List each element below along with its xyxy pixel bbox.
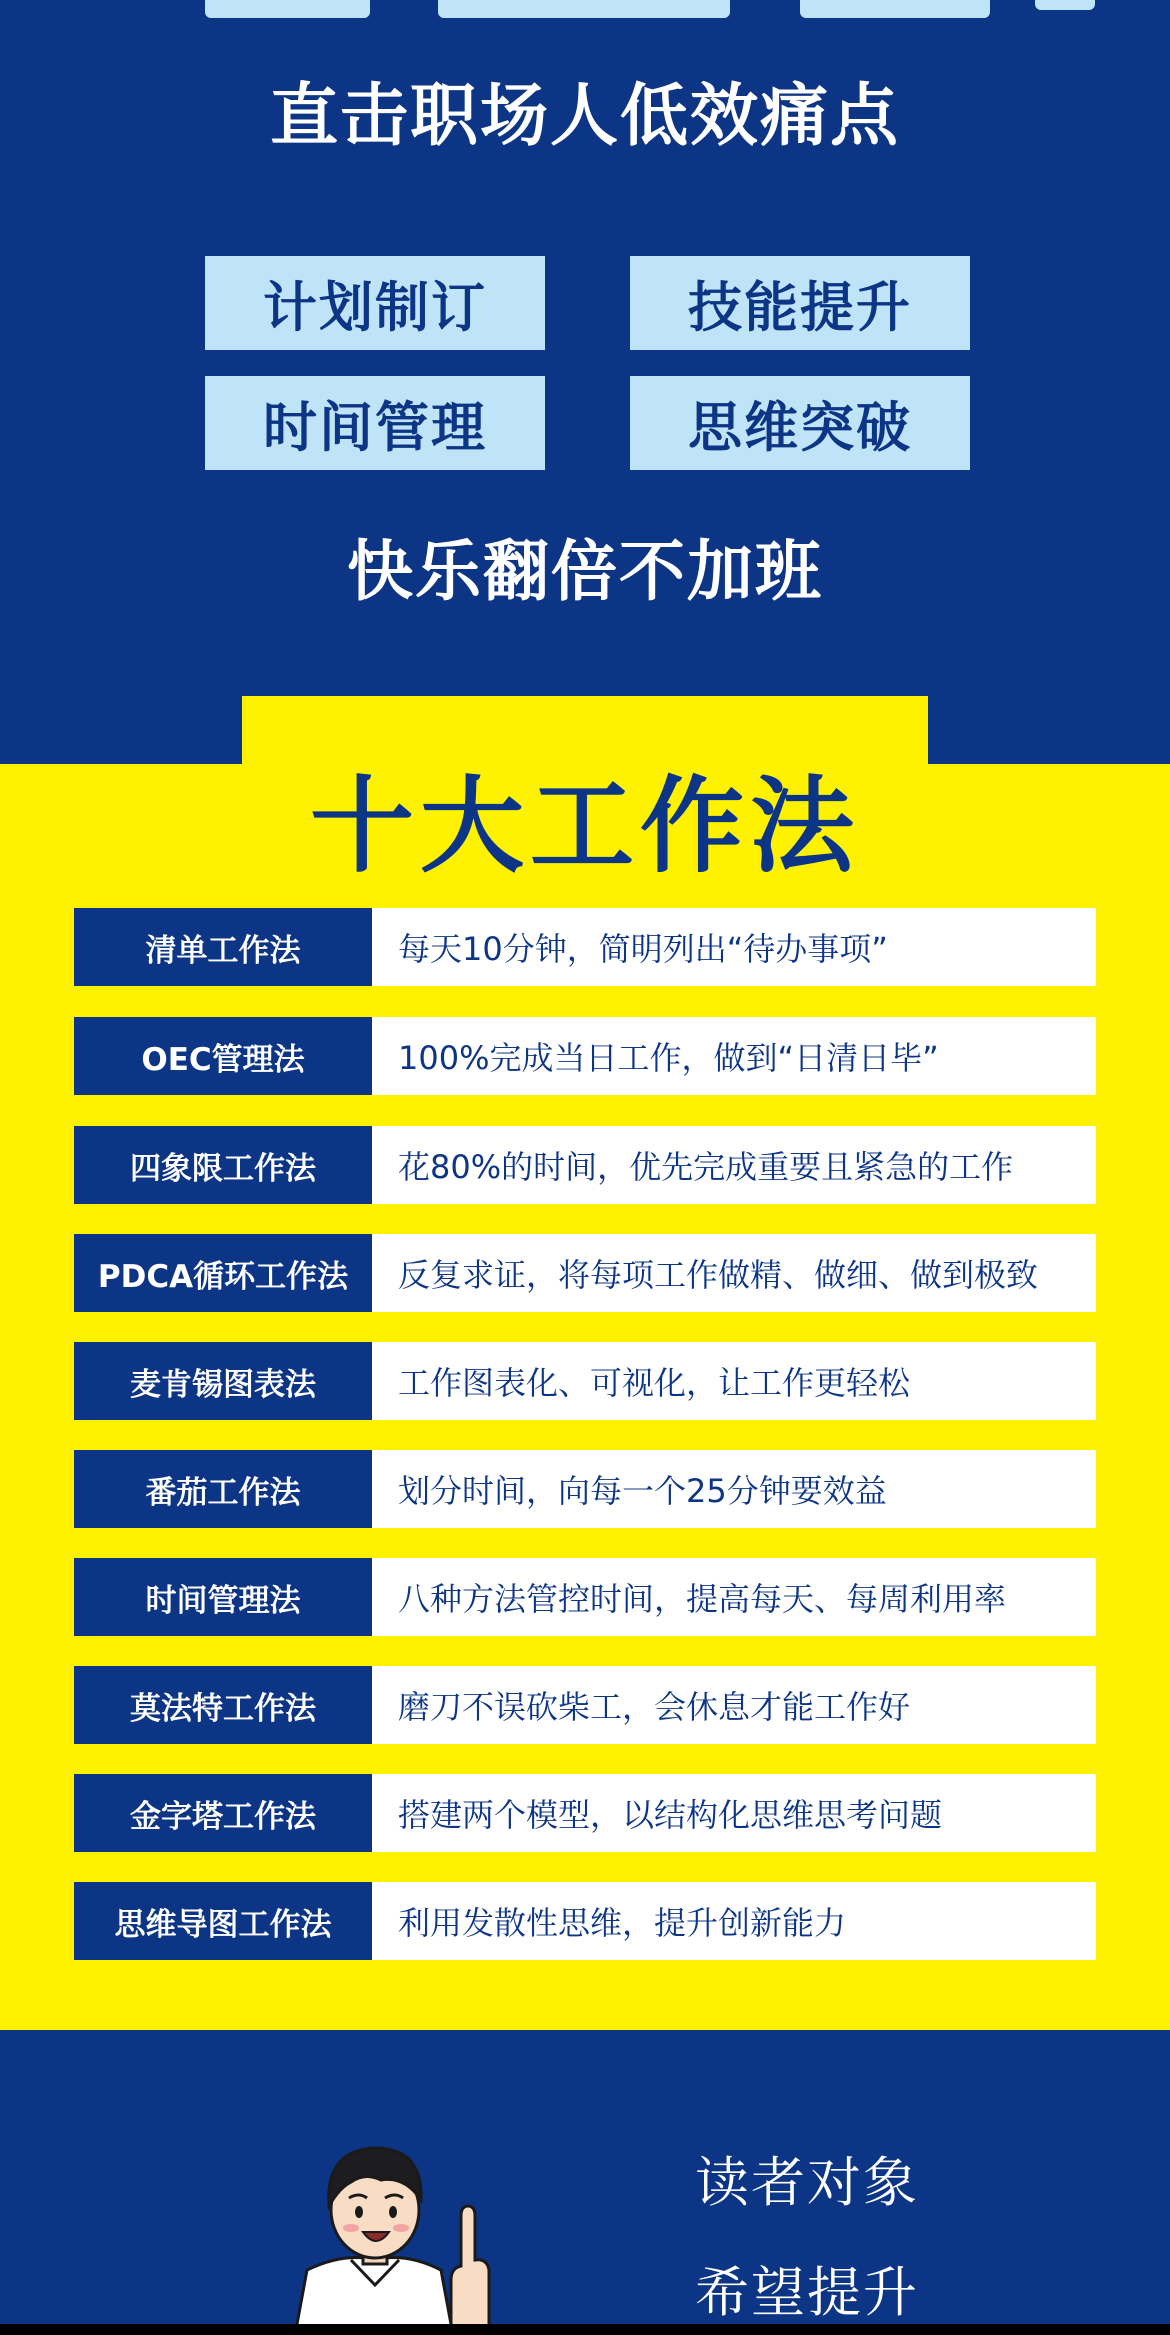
method-row xyxy=(74,1126,1096,1204)
method-row xyxy=(74,1774,1096,1852)
reader-audience-label: 读者对象 xyxy=(695,2151,919,2214)
method-row xyxy=(74,1017,1096,1095)
method-desc: 划分时间，向每一个25分钟要效益 xyxy=(372,1450,1096,1528)
method-desc: 反复求证，将每项工作做精、做细、做到极致 xyxy=(372,1234,1096,1312)
slogan: 快乐翻倍不加班 xyxy=(347,533,823,610)
method-name: 番茄工作法 xyxy=(74,1450,372,1528)
method-row xyxy=(74,1666,1096,1744)
method-name: 思维导图工作法 xyxy=(74,1882,372,1960)
method-desc: 磨刀不误砍柴工，会休息才能工作好 xyxy=(372,1666,1096,1744)
method-name: 麦肯锡图表法 xyxy=(74,1342,372,1420)
method-name: 莫法特工作法 xyxy=(74,1666,372,1744)
method-name: PDCA循环工作法 xyxy=(74,1234,372,1312)
pain-point-planning: 计划制订 xyxy=(205,256,545,350)
method-desc: 工作图表化、可视化，让工作更轻松 xyxy=(372,1342,1096,1420)
section-title: 十大工作法 xyxy=(309,765,860,887)
method-desc: 搭建两个模型，以结构化思维思考问题 xyxy=(372,1774,1096,1852)
page-title: 直击职场人低效痛点 xyxy=(269,77,900,156)
method-name: 清单工作法 xyxy=(74,908,372,986)
method-name: 时间管理法 xyxy=(74,1558,372,1636)
pain-point-skills: 技能提升 xyxy=(630,256,970,350)
method-row xyxy=(74,1450,1096,1528)
method-desc: 利用发散性思维，提升创新能力 xyxy=(372,1882,1096,1960)
top-tab-2 xyxy=(438,0,730,18)
method-row xyxy=(74,1558,1096,1636)
method-desc: 每天10分钟，简明列出“待办事项” xyxy=(372,908,1096,986)
method-desc: 八种方法管控时间，提高每天、每周利用率 xyxy=(372,1558,1096,1636)
method-row xyxy=(74,908,1096,986)
cartoon-person-illustration xyxy=(255,2120,495,2335)
reader-improvement-label: 希望提升 xyxy=(695,2261,919,2324)
bottom-bar xyxy=(0,2324,1170,2335)
top-tab-1 xyxy=(205,0,370,18)
method-desc: 花80%的时间，优先完成重要且紧急的工作 xyxy=(372,1126,1096,1204)
pain-point-time: 时间管理 xyxy=(205,376,545,470)
top-tab-3 xyxy=(800,0,990,18)
method-row xyxy=(74,1234,1096,1312)
method-row xyxy=(74,1882,1096,1960)
method-desc: 100%完成当日工作，做到“日清日毕” xyxy=(372,1017,1096,1095)
method-name: OEC管理法 xyxy=(74,1017,372,1095)
method-name: 金字塔工作法 xyxy=(74,1774,372,1852)
method-row xyxy=(74,1342,1096,1420)
pain-point-thinking: 思维突破 xyxy=(630,376,970,470)
top-tab-4 xyxy=(1035,0,1095,10)
method-name: 四象限工作法 xyxy=(74,1126,372,1204)
